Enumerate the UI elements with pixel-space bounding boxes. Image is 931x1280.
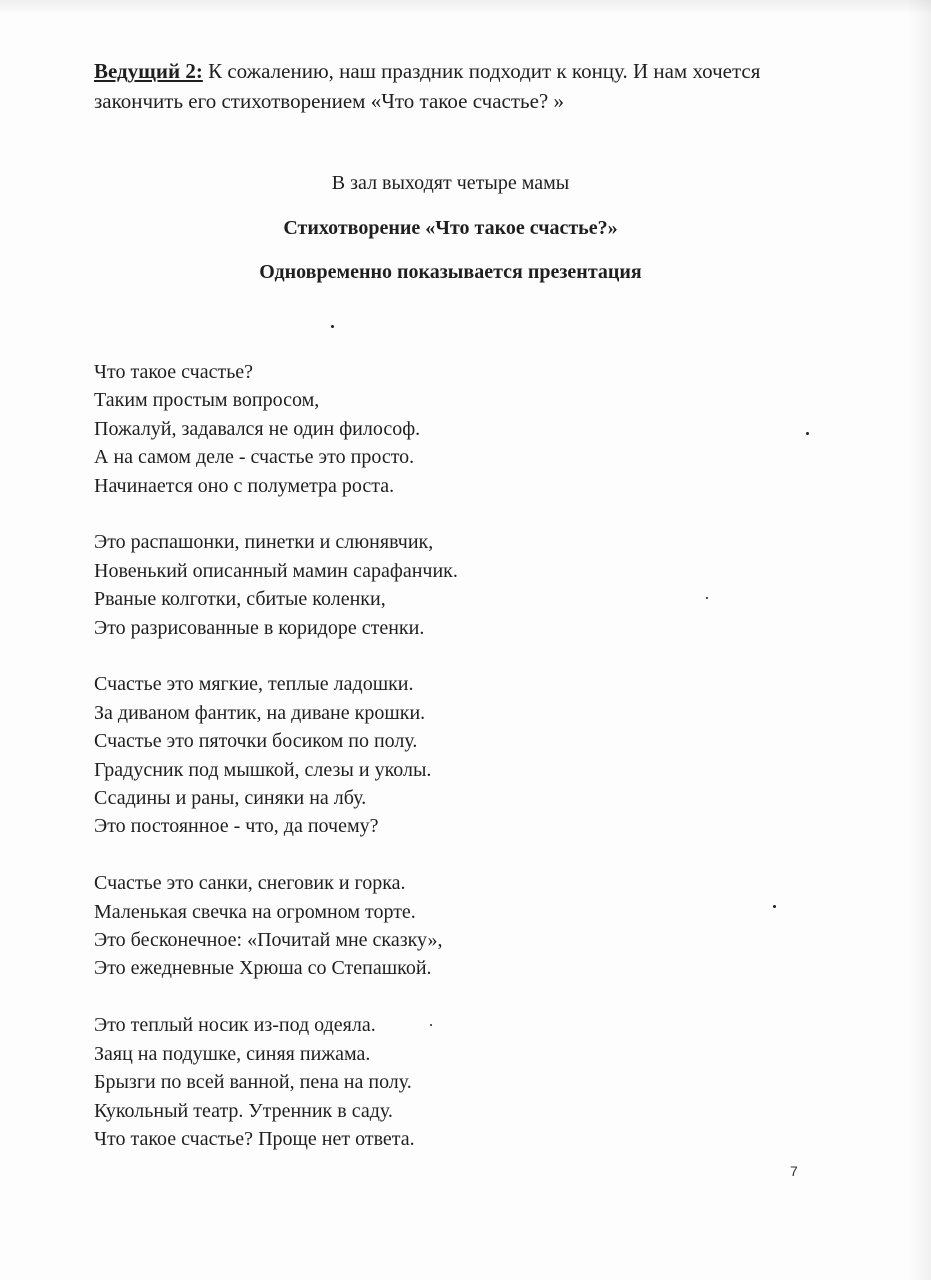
- poem-line: Новенький описанный мамин сарафанчик.: [94, 559, 458, 582]
- poem-line: Счастье это мягкие, теплые ладошки.: [94, 673, 414, 696]
- poem-line: Заяц на подушке, синяя пижама.: [94, 1042, 371, 1065]
- poem-title-text: Стихотворение «Что такое счастье?»: [283, 217, 618, 239]
- poem-line: Брызги по всей ванной, пена на полу.: [94, 1071, 412, 1094]
- scan-speck: [331, 325, 334, 328]
- poem-stanza: [94, 869, 794, 983]
- poem-stanza: [94, 528, 794, 642]
- stage-direction-text: В зал выходят четыре мамы: [331, 172, 570, 194]
- page-number: 7: [790, 1163, 798, 1179]
- speaker-label: Ведущий 2:: [94, 59, 203, 83]
- scan-speck: [430, 1024, 432, 1026]
- poem-line: А на самом деле - счастье это просто.: [94, 446, 415, 469]
- poem-line: Это ежедневные Хрюша со Степашкой.: [94, 957, 432, 980]
- presentation-note-text: Одновременно показывается презентация: [259, 261, 642, 283]
- poem-line: Счастье это пяточки босиком по полу.: [94, 730, 418, 753]
- poem-title: [0, 217, 931, 240]
- poem-line: Начинается оно с полуметра роста.: [94, 474, 395, 497]
- poem-line: Счастье это санки, снеговик и горка.: [94, 872, 406, 895]
- poem-line: Таким простым вопросом,: [94, 389, 320, 412]
- intro-paragraph: [94, 56, 854, 116]
- poem-line: Это теплый носик из-под одеяла.: [94, 1014, 376, 1037]
- presentation-note: [0, 261, 931, 284]
- poem-line: Это распашонки, пинетки и слюнявчик,: [94, 531, 434, 554]
- scan-speck: [706, 597, 708, 599]
- poem-line: Это постоянное - что, да почему?: [94, 815, 379, 838]
- poem-line: Рваные колготки, сбитые коленки,: [94, 588, 386, 611]
- poem-line: Градусник под мышкой, слезы и уколы.: [94, 758, 432, 781]
- poem-line: За диваном фантик, на диване крошки.: [94, 701, 426, 724]
- poem-stanza: [94, 1011, 794, 1153]
- scan-shadow-top: [0, 0, 931, 14]
- scan-speck: [773, 905, 776, 908]
- poem-line: Что такое счастье?: [94, 361, 254, 383]
- poem-line: Пожалуй, задавался не один философ.: [94, 417, 421, 440]
- intro-text: К сожалению, наш праздник подходит к концу. И нам хочется закончить его стихотворением «Что такое счастье? »: [94, 59, 761, 113]
- poem-line: Кукольный театр. Утренник в саду.: [94, 1099, 393, 1122]
- poem-line: Что такое счастье? Проще нет ответа.: [94, 1127, 415, 1150]
- poem-line: Это бесконечное: «Почитай мне сказку»,: [94, 929, 443, 952]
- poem-line: Маленькая свечка на огромном торте.: [94, 900, 416, 923]
- poem-body: [94, 358, 794, 1182]
- scan-speck: [806, 432, 809, 435]
- stage-direction: [0, 172, 931, 195]
- poem-line: Это разрисованные в коридоре стенки.: [94, 616, 425, 639]
- poem-line: Ссадины и раны, синяки на лбу.: [94, 787, 367, 810]
- poem-stanza: [94, 358, 794, 500]
- poem-stanza: [94, 670, 794, 840]
